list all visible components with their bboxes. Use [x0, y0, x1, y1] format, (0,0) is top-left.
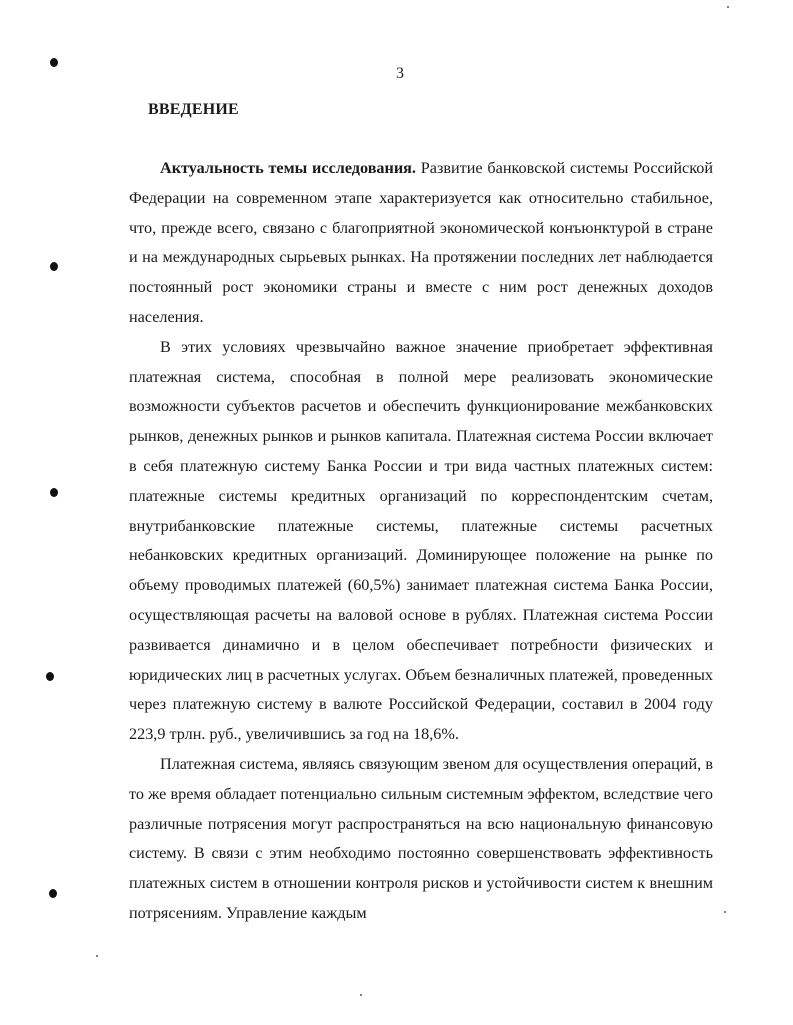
binder-hole-mark [50, 262, 58, 271]
binder-hole-mark [46, 672, 54, 681]
scan-speck [360, 994, 362, 996]
body-text [129, 154, 713, 929]
binder-hole-mark [50, 488, 58, 497]
section-heading: ВВЕДЕНИЕ [148, 101, 239, 118]
scan-speck [727, 6, 729, 8]
paragraph [129, 154, 713, 333]
binder-hole-mark [49, 889, 57, 898]
scan-speck [724, 911, 726, 913]
paragraph [129, 750, 713, 929]
paragraph [129, 333, 713, 750]
paragraph-text: Развитие банковской системы Российской Федерации на современном этапе характеризуется как относительно стабильное, что, прежде всего, связано с благоприятной экономической конъюнктурой в стране и на международных сырьевых рынках. На протяжении последних лет наблюдается постоянный рост экономики страны и вместе с ним рост денежных доходов населения. [129, 159, 713, 326]
paragraph-text: В этих условиях чрезвычайно важное значение приобретает эффективная платежная система, способная в полной мере реализовать экономические возможности субъектов расчетов и обеспечить функционирование межбанковских рынков, денежных рынков и рынков капитала. Платежная система России включает в себя платежную систему Банка России и три вида частных платежных систем: платежные системы кредитных организаций по корреспондентским счетам, внутрибанковские платежные системы, платежные системы расчетных небанковских кредитных организаций. Доминирующее положение на рынке по объему проводимых платежей (60,5%) занимает платежная система Банка России, осуществляющая расчеты на валовой основе в рублях. Платежная система России развивается динамично и в целом обеспечивает потребности физических и юридических лиц в расчетных услугах. Объем безналичных платежей, проведенных через платежную систему в валюте Российской Федерации, составил в 2004 году 223,9 трлн. руб., увеличившись за год на 18,6%. [129, 337, 713, 744]
binder-hole-mark [50, 58, 58, 67]
page-number: 3 [396, 65, 404, 82]
scan-speck [96, 955, 98, 957]
paragraph-text: Платежная система, являясь связующим звеном для осуществления операций, в то же время обладает потенциально сильным системным эффектом, вследствие чего различные потрясения могут распространяться на всю национальную финансовую систему. В связи с этим необходимо постоянно совершенствовать эффективность платежных систем в отношении контроля рисков и устойчивости систем к внешним потрясениям. Управление каждым [129, 754, 713, 922]
paragraph-lead: Актуальность темы исследования. [160, 159, 416, 177]
